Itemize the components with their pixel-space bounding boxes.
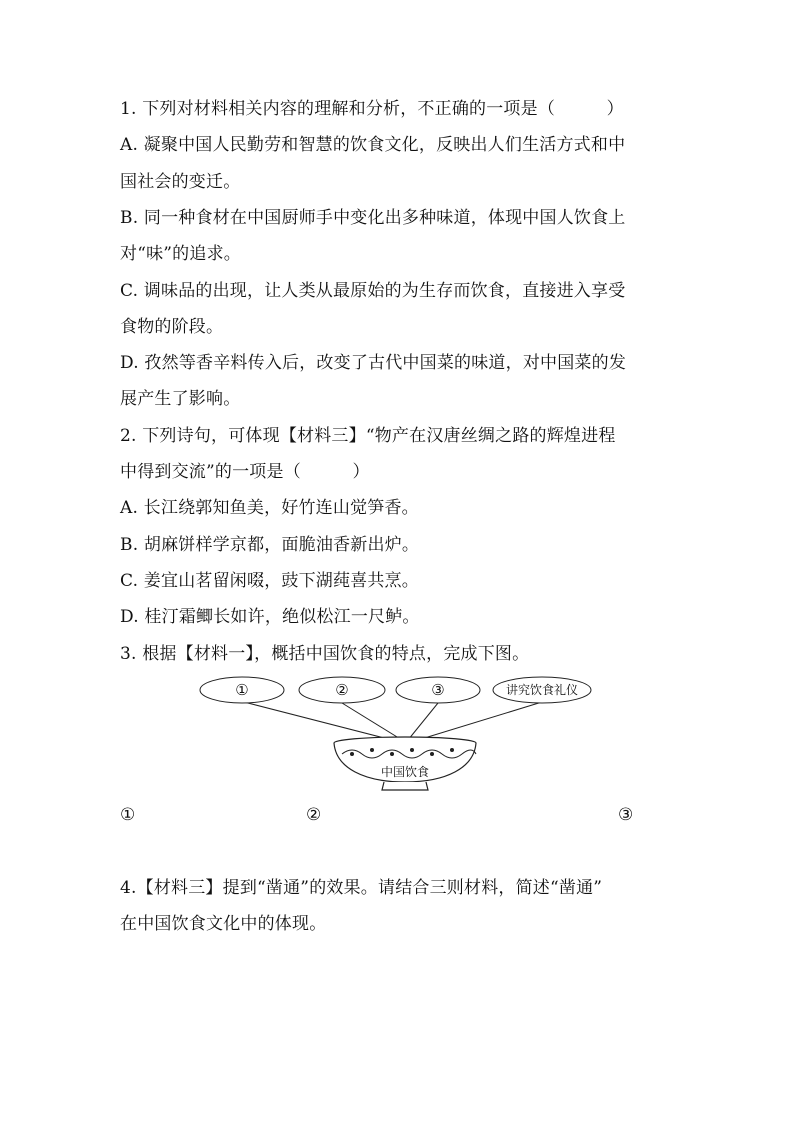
q2-option-a: A. 长江绕郭知鱼美，好竹连山觉笋香。: [120, 498, 419, 518]
oval-2-label: ②: [335, 681, 349, 699]
q1-option-a-line1: A. 凝聚中国人民勤劳和智慧的饮食文化，反映出人们生活方式和中: [120, 135, 626, 155]
q2-option-c: C. 姜宜山茗留闲啜，豉下湖莼喜共烹。: [120, 571, 420, 591]
q3-answer-1: ①: [120, 805, 136, 825]
bowl-icon: [334, 737, 476, 790]
q1-option-c-line1: C. 调味品的出现，让人类从最原始的为生存而饮食，直接进入享受: [120, 281, 626, 301]
connector-line-3: [408, 703, 438, 740]
q4-stem-line2: 在中国饮食文化中的体现。: [120, 914, 327, 934]
q4-stem-line1: 4.【材料三】提到“凿通”的效果。请结合三则材料，简述“凿通”: [120, 878, 603, 898]
oval-4: [493, 677, 591, 703]
oval-4-label: 讲究饮食礼仪: [505, 683, 579, 697]
bowl-label: 中国饮食: [380, 765, 430, 779]
q1-option-a-line2: 国社会的变迁。: [120, 172, 241, 192]
q3-answer-2: ②: [306, 805, 322, 825]
q1-option-d-line2: 展产生了影响。: [120, 389, 241, 409]
q1-option-c-line2: 食物的阶段。: [120, 317, 224, 337]
q2-option-d: D. 桂汀霜鲫长如许，绝似松江一尺鲈。: [120, 607, 420, 627]
q2-option-b: B. 胡麻饼样学京都，面脆油香新出炉。: [120, 535, 420, 555]
oval-1-label: ①: [235, 681, 249, 699]
q3-stem: 3. 根据【材料一】，概括中国饮食的特点，完成下图。: [120, 644, 530, 664]
connector-line-4: [418, 702, 542, 740]
oval-2: [299, 677, 385, 703]
q1-stem: 1. 下列对材料相关内容的理解和分析，不正确的一项是（ ）: [120, 99, 624, 119]
oval-3: [396, 677, 480, 703]
q1-option-b-line1: B. 同一种食材在中国厨师手中变化出多种味道，体现中国人饮食上: [120, 208, 626, 228]
q2-stem-line2: 中得到交流”的一项是（ ）: [120, 462, 370, 482]
q1-option-d-line1: D. 孜然等香辛料传入后，改变了古代中国菜的味道，对中国菜的发: [120, 353, 627, 373]
oval-3-label: ③: [431, 681, 445, 699]
food-features-diagram: [196, 672, 616, 798]
q3-answer-3: ③: [618, 805, 634, 825]
connector-line-1: [244, 702, 392, 740]
oval-1: [200, 677, 284, 703]
q2-stem-line1: 2. 下列诗句，可体现【材料三】“物产在汉唐丝绸之路的辉煌进程: [120, 426, 616, 446]
q1-option-b-line2: 对“味”的追求。: [120, 244, 241, 264]
